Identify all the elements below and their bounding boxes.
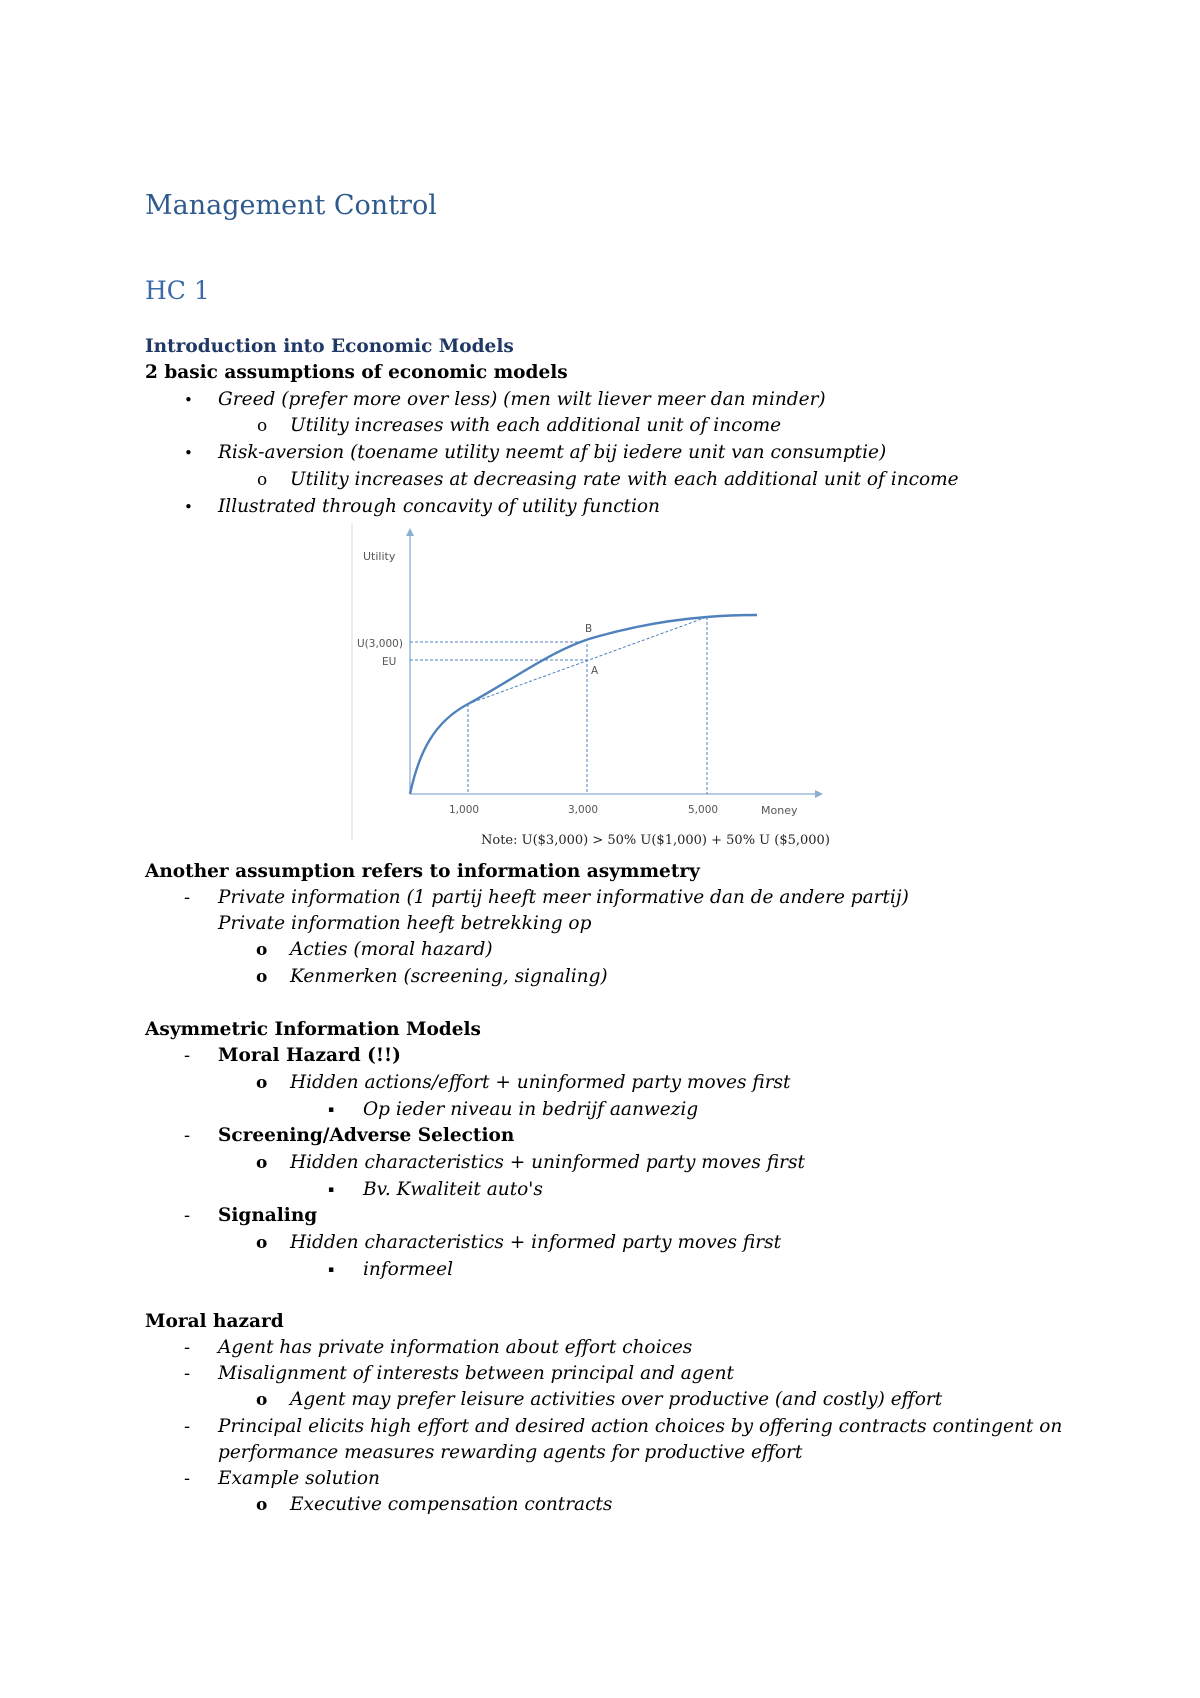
- list-item-sig-sub: Hidden characteristics + informed party moves first: [290, 1232, 782, 1253]
- list-item-moral-2-sub: Agent may prefer leisure activities over productive (and costly) effort: [290, 1389, 943, 1410]
- list-item-kenmerken: Kenmerken (screening, signaling): [290, 966, 608, 987]
- square-bullet-icon: ▪: [328, 1265, 335, 1275]
- list-item-moral-1: Agent has private information about effort choices: [218, 1337, 693, 1358]
- section-title-hc1: HC 1: [145, 276, 210, 305]
- circle-bullet-icon: o: [256, 1495, 268, 1515]
- list-item-scr-sub: Hidden characteristics + uninformed party moves first: [290, 1152, 805, 1173]
- circle-bullet-icon: o: [256, 1073, 268, 1093]
- list-item-sig-subsub: informeel: [363, 1259, 454, 1280]
- x-tick-1000: 1,000: [449, 804, 480, 816]
- bullet-icon: •: [184, 444, 193, 462]
- list-item-private-info-cont: Private information heeft betrekking op: [218, 913, 592, 934]
- list-item-illustrated: Illustrated through concavity of utility function: [218, 496, 660, 517]
- square-bullet-icon: ▪: [328, 1105, 335, 1115]
- info-heading: Another assumption refers to information asymmetry: [145, 861, 700, 882]
- list-item-mh-sub: Hidden actions/effort + uninformed party moves first: [290, 1072, 791, 1093]
- list-item-moral-3: Principal elicits high effort and desired action choices by offering contracts contingent on: [218, 1416, 1063, 1437]
- list-item-moral-2: Misalignment of interests between principal and agent: [218, 1363, 734, 1384]
- dash-bullet-icon: -: [184, 1125, 191, 1146]
- moral-heading: Moral hazard: [145, 1311, 284, 1332]
- list-item-greed: Greed (prefer more over less) (men wilt liever meer dan minder): [218, 389, 826, 410]
- y-tick-eu: EU: [382, 656, 397, 668]
- list-item-moral-4: Example solution: [218, 1468, 380, 1489]
- circle-bullet-icon: o: [256, 1233, 268, 1253]
- list-item-screening: Screening/Adverse Selection: [218, 1125, 515, 1146]
- bullet-icon: •: [184, 498, 193, 516]
- bullet-icon: •: [184, 391, 193, 409]
- circle-bullet-icon: o: [257, 416, 268, 436]
- list-item-moral-3-cont: performance measures rewarding agents for productive effort: [218, 1442, 803, 1463]
- y-axis-label: Utility: [363, 550, 396, 563]
- utility-chart-svg: [349, 522, 849, 862]
- x-axis-label: Money: [761, 804, 798, 817]
- chart-note: Note: U($3,000) > 50% U($1,000) + 50% U ($5,000): [481, 833, 830, 848]
- list-item-scr-subsub: Bv. Kwaliteit auto's: [363, 1179, 543, 1200]
- circle-bullet-icon: o: [256, 967, 268, 987]
- dash-bullet-icon: -: [184, 1045, 191, 1066]
- list-item-acties: Acties (moral hazard): [290, 939, 493, 960]
- dash-bullet-icon: -: [184, 1337, 191, 1358]
- dash-bullet-icon: -: [184, 1468, 191, 1489]
- dash-bullet-icon: -: [184, 1416, 191, 1437]
- list-item-greed-sub: Utility increases with each additional unit of income: [290, 415, 782, 436]
- list-item-signaling: Signaling: [218, 1205, 318, 1226]
- circle-bullet-icon: o: [256, 1390, 268, 1410]
- y-axis-arrow-icon: [406, 528, 414, 536]
- utility-chart: [349, 522, 849, 862]
- circle-bullet-icon: o: [256, 1153, 268, 1173]
- list-item-risk: Risk-aversion (toename utility neemt af bij iedere unit van consumptie): [218, 442, 887, 463]
- page-title: Management Control: [145, 190, 437, 221]
- dash-bullet-icon: -: [184, 1205, 191, 1226]
- circle-bullet-icon: o: [256, 940, 268, 960]
- point-label-a: A: [591, 665, 599, 677]
- list-item-moral-4-sub: Executive compensation contracts: [290, 1494, 613, 1515]
- y-tick-u3000: U(3,000): [357, 638, 403, 650]
- list-item-moral-hazard: Moral Hazard (!!): [218, 1045, 401, 1066]
- models-heading: Asymmetric Information Models: [145, 1019, 481, 1040]
- x-axis-arrow-icon: [815, 790, 823, 798]
- dash-bullet-icon: -: [184, 1363, 191, 1384]
- list-item-private-info: Private information (1 partij heeft meer informative dan de andere partij): [218, 887, 909, 908]
- dash-bullet-icon: -: [184, 887, 191, 908]
- intro-heading: Introduction into Economic Models: [145, 336, 514, 357]
- intro-subheading: 2 basic assumptions of economic models: [145, 362, 568, 383]
- x-tick-5000: 5,000: [688, 804, 719, 816]
- circle-bullet-icon: o: [257, 470, 268, 490]
- point-label-b: B: [585, 623, 593, 635]
- square-bullet-icon: ▪: [328, 1185, 335, 1195]
- list-item-mh-subsub: Op ieder niveau in bedrijf aanwezig: [363, 1099, 699, 1120]
- x-tick-3000: 3,000: [568, 804, 599, 816]
- list-item-risk-sub: Utility increases at decreasing rate with each additional unit of income: [290, 469, 959, 490]
